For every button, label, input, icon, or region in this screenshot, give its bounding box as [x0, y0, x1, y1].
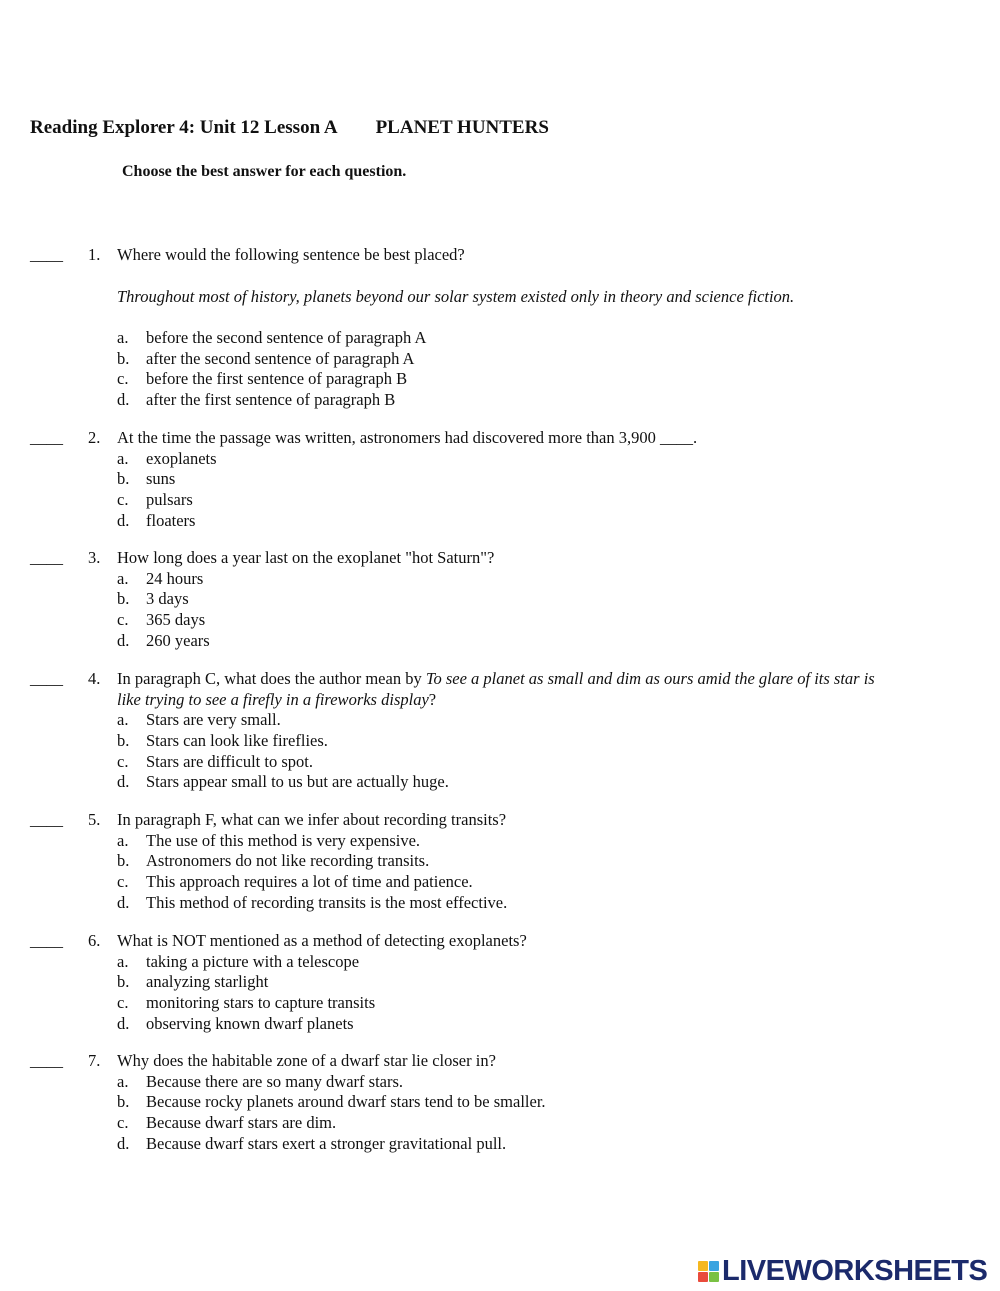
option-text: Because rocky planets around dwarf stars tend to be smaller. [146, 1092, 546, 1112]
option-text: observing known dwarf planets [146, 1013, 354, 1033]
option-letter: a. [117, 830, 129, 850]
question-number: 1. [88, 245, 101, 264]
option-letter: c. [117, 1113, 129, 1133]
option-letter: a. [117, 710, 129, 730]
option-letter: d. [117, 892, 130, 912]
option-text: before the first sentence of paragraph B [146, 369, 408, 389]
option-letter: a. [117, 328, 129, 347]
option-text: analyzing starlight [146, 972, 269, 992]
option-text: The use of this method is very expensive. [146, 830, 421, 850]
option-text: before the second sentence of paragraph A [146, 328, 427, 347]
option-letter: c. [117, 993, 129, 1013]
option-letter: d. [117, 510, 130, 530]
option-letter: b. [117, 348, 130, 368]
question-number: 7. [88, 1051, 101, 1070]
question-number: 6. [88, 931, 101, 950]
answer-blank[interactable]: ____ [30, 428, 63, 447]
option-text: exoplanets [146, 448, 217, 468]
question-number: 2. [88, 428, 101, 447]
logo-block [709, 1261, 719, 1271]
logo-block [698, 1261, 708, 1271]
option-letter: b. [117, 589, 130, 609]
option-letter: d. [117, 630, 130, 650]
answer-blank[interactable]: ____ [30, 1051, 63, 1070]
option-text: suns [146, 469, 176, 489]
option-letter: a. [117, 448, 129, 468]
answer-blank[interactable]: ____ [30, 548, 63, 567]
stem-quote: To see a planet as small and dim as ours amid the glare of its star is like trying to see a firefly in a fireworks display [117, 669, 875, 709]
option-text: This method of recording transits is the most effective. [146, 892, 508, 912]
logo-block [709, 1272, 719, 1282]
option-text: Stars appear small to us but are actually huge. [146, 772, 449, 792]
option-text: after the second sentence of paragraph A [146, 348, 415, 368]
answer-blank[interactable]: ____ [30, 245, 63, 264]
option-text: after the first sentence of paragraph B [146, 390, 396, 410]
option-letter: d. [117, 1133, 130, 1153]
option-text: floaters [146, 510, 196, 530]
question-stem: How long does a year last on the exoplanet "hot Saturn"? [117, 548, 495, 567]
option-letter: c. [117, 872, 129, 892]
option-text: 3 days [146, 589, 189, 609]
option-letter: b. [117, 469, 130, 489]
question-number: 3. [88, 548, 101, 567]
page-title [30, 117, 549, 139]
answer-blank[interactable]: ____ [30, 810, 63, 829]
option-letter: a. [117, 951, 129, 971]
logo-text: LIVEWORKSHEETS [722, 1254, 988, 1287]
option-text: monitoring stars to capture transits [146, 993, 376, 1013]
question-number: 5. [88, 810, 101, 829]
option-letter: c. [117, 610, 129, 630]
answer-blank[interactable]: ____ [30, 931, 63, 950]
instructions: Choose the best answer for each question. [122, 163, 407, 180]
option-letter: d. [117, 772, 130, 792]
option-letter: b. [117, 731, 130, 751]
option-text: taking a picture with a telescope [146, 951, 360, 971]
option-letter: d. [117, 390, 130, 410]
option-text: Because dwarf stars exert a stronger gravitational pull. [146, 1133, 507, 1153]
question-stem: At the time the passage was written, astronomers had discovered more than 3,900 ____. [117, 428, 698, 447]
question-stem: In paragraph F, what can we infer about recording transits? [117, 810, 507, 829]
option-letter: b. [117, 972, 130, 992]
question-stem: What is NOT mentioned as a method of detecting exoplanets? [117, 931, 527, 950]
question-number: 4. [88, 669, 101, 688]
option-letter: d. [117, 1013, 130, 1033]
option-text: Stars can look like fireflies. [146, 731, 328, 751]
stem-text: In paragraph C, what does the author mean by [117, 669, 426, 688]
option-letter: c. [117, 490, 129, 510]
option-text: Because there are so many dwarf stars. [146, 1071, 404, 1091]
question-stem: Where would the following sentence be best placed? [117, 245, 465, 264]
option-letter: c. [117, 751, 129, 771]
option-text: 24 hours [146, 568, 204, 588]
option-text: pulsars [146, 490, 193, 510]
option-letter: b. [117, 851, 130, 871]
option-letter: a. [117, 568, 129, 588]
liveworksheets-logo [698, 1256, 987, 1286]
option-text: Astronomers do not like recording transits. [146, 851, 430, 871]
logo-blocks-icon [698, 1261, 719, 1282]
title-lesson: Reading Explorer 4: Unit 12 Lesson A [30, 117, 338, 138]
logo-block [698, 1272, 708, 1282]
quoted-sentence: Throughout most of history, planets beyond our solar system existed only in theory and science fiction. [117, 287, 795, 306]
option-text: 365 days [146, 610, 206, 630]
option-letter: b. [117, 1092, 130, 1112]
option-text: 260 years [146, 630, 210, 650]
option-text: Stars are very small. [146, 710, 281, 730]
question-stem: Why does the habitable zone of a dwarf star lie closer in? [117, 1051, 496, 1070]
option-text: Because dwarf stars are dim. [146, 1113, 337, 1133]
option-text: This approach requires a lot of time and patience. [146, 872, 473, 892]
stem-end: ? [428, 689, 437, 709]
answer-blank[interactable]: ____ [30, 669, 63, 688]
option-letter: c. [117, 369, 129, 389]
option-text: Stars are difficult to spot. [146, 751, 313, 771]
question-stem [117, 669, 877, 710]
title-topic: PLANET HUNTERS [375, 117, 549, 138]
option-letter: a. [117, 1071, 129, 1091]
